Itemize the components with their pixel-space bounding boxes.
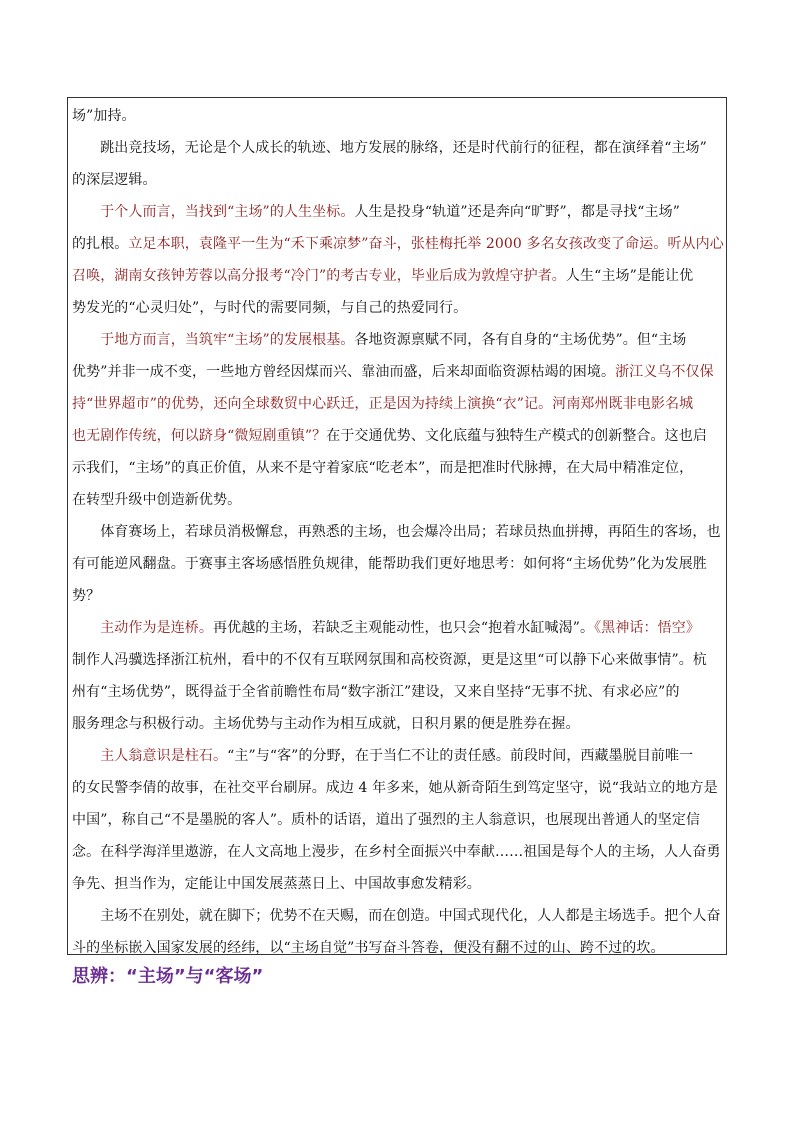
highlight-text: 主动作为是连桥。 <box>72 620 213 636</box>
body-text: 争先、担当作为，定能让中国发展蒸蒸日上、中国故事愈发精彩。 <box>72 876 481 892</box>
body-text: 念。在科学海洋里遨游，在人文高地上漫步，在乡村全面振兴中奉献……祖国是每个人的主场，人人奋勇 <box>72 844 721 860</box>
text-line <box>72 516 724 548</box>
body-text: 制作人冯骥选择浙江杭州，看中的不仅有互联网氛围和高校资源，更是这里“可以静下心来做事情”。杭 <box>72 652 707 668</box>
text-line <box>72 324 724 356</box>
body-text: 的扎根。 <box>72 236 129 252</box>
highlight-text: 浙江义乌不仅保 <box>615 364 714 380</box>
body-text: 的深层逻辑。 <box>72 172 157 188</box>
body-text: 势？ <box>72 588 101 604</box>
body-text: 在于交通优势、文化底蕴与独特生产模式的创新整合。这也启 <box>326 428 707 444</box>
text-line <box>72 292 724 324</box>
body-text: 主场不在别处，就在脚下；优势不在天赐，而在创造。中国式现代化，人人都是主场选手。把个人奋 <box>72 908 721 924</box>
text-line <box>72 196 724 228</box>
text-line <box>72 900 724 932</box>
text-line <box>72 164 724 196</box>
text-line <box>72 644 724 676</box>
body-text: 中国”，称自己“不是墨脱的客人”。质朴的话语，道出了强烈的主人翁意识，也展现出普通人的坚定信 <box>72 812 701 828</box>
text-line <box>72 452 724 484</box>
text-line <box>72 356 724 388</box>
body-text: “主”与“客”的分野，在于当仁不让的责任感。前段时间，西藏墨脱目前唯一 <box>227 748 694 764</box>
highlight-text: 《黑神话：悟空》 <box>594 620 700 636</box>
text-line <box>72 804 724 836</box>
highlight-text: 召唤，湖南女孩钟芳蓉以高分报考“冷门”的考古专业，毕业后成为敦煌守护者。 <box>72 268 566 284</box>
text-line <box>72 580 724 612</box>
text-line <box>72 708 724 740</box>
text-line <box>72 388 724 420</box>
body-text: 示我们，“主场”的真正价值，从来不是守着家底“吃老本”，而是把准时代脉搏，在大局中精准定位， <box>72 460 694 476</box>
text-line <box>72 260 724 292</box>
body-text: 有可能逆风翻盘。于赛事主客场感悟胜负规律，能帮助我们更好地思考：如何将“主场优势”化为发展胜 <box>72 556 707 572</box>
highlight-text: 持“世界超市”的优势，还向全球数贸中心跃迁，正是因为持续上演换“衣”记。河南郑州既非电影名城 <box>72 396 694 412</box>
body-text: 体育赛场上，若球员消极懈怠，再熟悉的主场，也会爆冷出局；若球员热血拼搏，再陌生的客场，也 <box>72 524 721 540</box>
text-line <box>72 484 724 516</box>
body-text: 的女民警李倩的故事，在社交平台刷屏。成边 4 年多来，她从新奇陌生到笃定坚守，说“我站立的地方是 <box>72 780 718 796</box>
section-heading: 思辨：“主场”与“客场” <box>72 966 264 987</box>
highlight-text: 主人翁意识是柱石。 <box>72 748 228 764</box>
body-text: 州有“主场优势”，既得益于全省前瞻性布局“数字浙江”建设，又来自坚持“无事不扰、有求必应”的 <box>72 684 680 700</box>
text-line <box>72 836 724 868</box>
text-line <box>72 932 724 964</box>
body-text: 服务理念与积极行动。主场优势与主动作为相互成就，日积月累的便是胜券在握。 <box>72 716 580 732</box>
text-line <box>72 740 724 772</box>
body-text: 人生是投身“轨道”还是奔向“旷野”，都是寻找“主场” <box>354 204 680 220</box>
body-text: 势发光的“心灵归处”，与时代的需要同频，与自己的热爱同行。 <box>72 300 468 316</box>
body-text: 再优越的主场，若缺乏主观能动性，也只会“抱着水缸喊渴”。 <box>213 620 595 636</box>
body-text: 优势”并非一成不变，一些地方曾经因煤而兴、靠油而盛，后来却面临资源枯竭的困境。 <box>72 364 616 380</box>
article-body <box>72 100 724 964</box>
highlight-text: 于地方而言，当筑牢“主场”的发展根基。 <box>72 332 355 348</box>
text-line <box>72 612 724 644</box>
highlight-text: 于个人而言，当找到“主场”的人生坐标。 <box>72 204 355 220</box>
body-text: 斗的坐标嵌入国家发展的经纬，以“主场自觉”书写奋斗答卷，便没有翻不过的山、跨不过的坎。 <box>72 940 665 956</box>
text-line <box>72 132 724 164</box>
text-line <box>72 420 724 452</box>
body-text: 跳出竞技场，无论是个人成长的轨迹、地方发展的脉络，还是时代前行的征程，都在演绎着“主场” <box>72 140 707 156</box>
text-line <box>72 228 724 260</box>
text-line <box>72 548 724 580</box>
highlight-text: 也无剧作传统，何以跻身“微短剧重镇”？ <box>72 428 327 444</box>
text-line <box>72 100 724 132</box>
body-text: 各地资源禀赋不同，各有自身的“主场优势”。但“主场 <box>354 332 687 348</box>
text-line <box>72 772 724 804</box>
body-text: 人生“主场”是能让优 <box>565 268 694 284</box>
highlight-text: 立足本职，袁隆平一生为“禾下乘凉梦”奋斗，张桂梅托举 2000 多名女孩改变了命运。听从内心 <box>128 236 724 252</box>
text-line <box>72 868 724 900</box>
body-text: 场”加持。 <box>72 108 136 124</box>
text-line <box>72 676 724 708</box>
body-text: 在转型升级中创造新优势。 <box>72 492 242 508</box>
